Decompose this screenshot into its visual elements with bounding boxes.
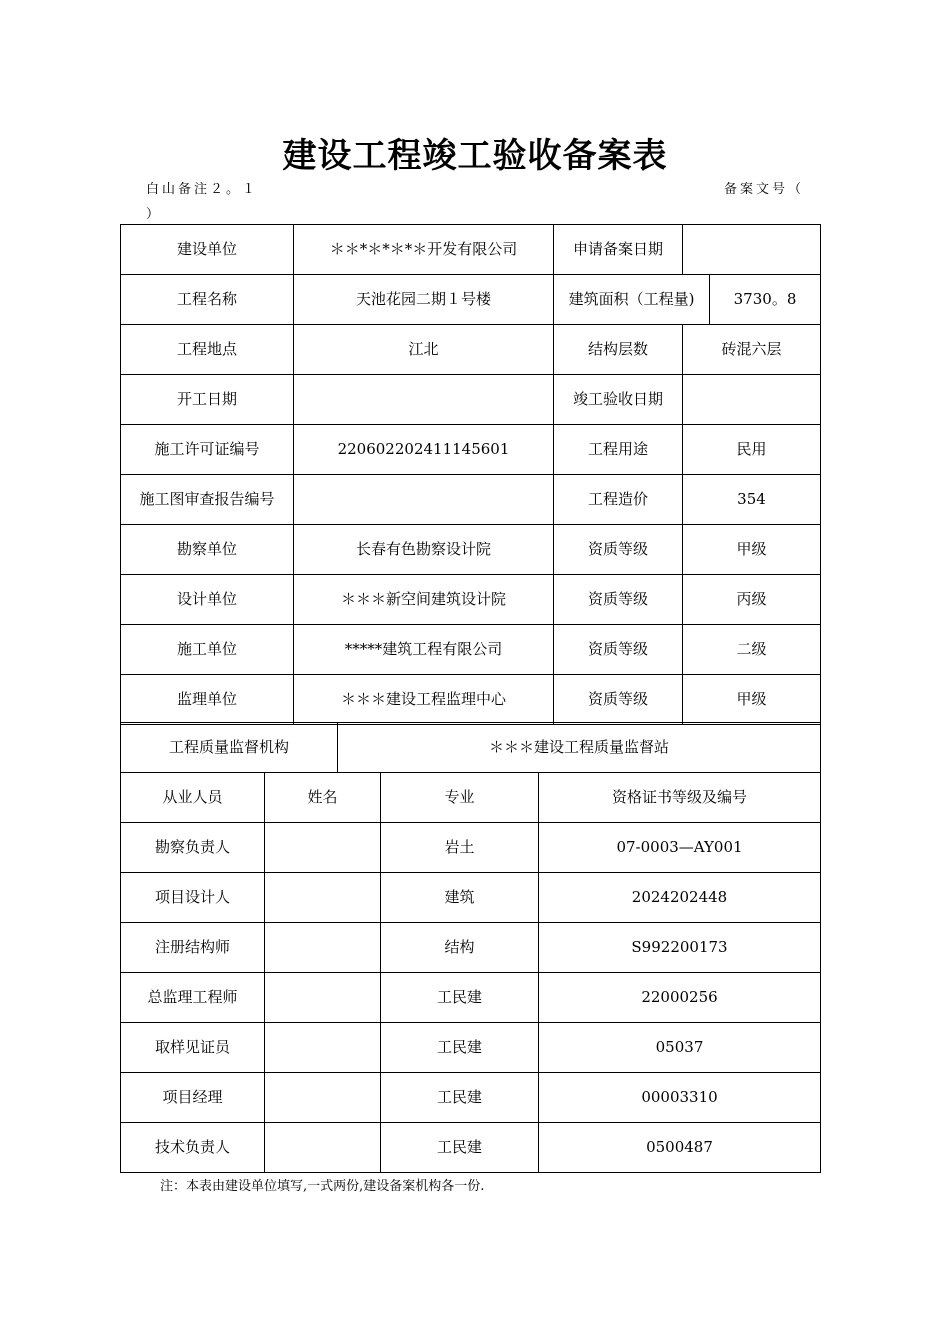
cert-cell: 22000256 [539,973,821,1023]
table-header-row [121,773,821,823]
table-row [121,973,821,1023]
name-cell [265,823,381,873]
role-cell: 项目设计人 [121,873,265,923]
table-row [121,575,821,625]
value-cell [294,475,554,525]
cert-cell: S992200173 [539,923,821,973]
label-cell: 工程名称 [121,275,294,325]
table-row [121,873,821,923]
role-cell: 取样见证员 [121,1023,265,1073]
label-cell: 资质等级 [554,675,683,725]
label-cell: 工程地点 [121,325,294,375]
column-header: 专业 [381,773,539,823]
cert-cell: 07-0003—AY001 [539,823,821,873]
role-cell: 项目经理 [121,1073,265,1123]
name-cell [265,1123,381,1173]
remark-label: 白山备注２。１ [146,182,259,197]
column-header: 姓名 [265,773,381,823]
value-cell: 甲级 [683,675,821,725]
name-cell [265,1023,381,1073]
label-cell: 建设单位 [121,225,294,275]
value-cell: 天池花园二期１号楼 [294,275,554,325]
value-cell: 砖混六层 [683,325,821,375]
area-split [554,275,820,324]
cert-cell: 2024202448 [539,873,821,923]
label-cell: 开工日期 [121,375,294,425]
personnel-table [120,772,821,1173]
table-row [121,1023,821,1073]
label-cell: 资质等级 [554,575,683,625]
role-cell: 总监理工程师 [121,973,265,1023]
major-cell: 工民建 [381,973,539,1023]
value-cell [683,225,821,275]
table-row [121,375,821,425]
value-cell: 丙级 [683,575,821,625]
major-cell: 建筑 [381,873,539,923]
value-cell [294,375,554,425]
column-header: 资格证书等级及编号 [539,773,821,823]
label-cell: 工程用途 [554,425,683,475]
label-cell: 设计单位 [121,575,294,625]
cert-cell: 0500487 [539,1123,821,1173]
label-cell: 工程造价 [554,475,683,525]
table-row [121,225,821,275]
name-cell [265,1073,381,1123]
role-cell: 注册结构师 [121,923,265,973]
filing-number-label: 备案文号（ [724,182,805,197]
value-cell: 3730。8 [733,290,797,308]
value-cell: 354 [683,475,821,525]
cert-cell: 05037 [539,1023,821,1073]
name-cell [265,873,381,923]
project-info-table [120,224,821,725]
table-row [121,425,821,475]
table-row [121,823,821,873]
label-cell: 勘察单位 [121,525,294,575]
role-cell: 技术负责人 [121,1123,265,1173]
footnote: 注：本表由建设单位填写,一式两份,建设备案机构各一份. [160,1179,485,1194]
value-cell: *****建筑工程有限公司 [294,625,554,675]
label-cell: 施工单位 [121,625,294,675]
name-cell [265,973,381,1023]
supervision-value: ＊＊＊建设工程质量监督站 [338,723,821,773]
value-cell [683,375,821,425]
value-cell: 220602202411145601 [294,425,554,475]
value-cell: 民用 [683,425,821,475]
table-row [121,525,821,575]
label-cell: 施工图审查报告编号 [121,475,294,525]
table-row [121,325,821,375]
table-row [121,1073,821,1123]
role-cell: 勘察负责人 [121,823,265,873]
supervision-table [120,722,821,773]
value-cell: 甲级 [683,525,821,575]
label-cell: 监理单位 [121,675,294,725]
table-row [121,1123,821,1173]
name-cell [265,923,381,973]
table-row [121,275,821,325]
value-cell: ＊＊＊新空间建筑设计院 [294,575,554,625]
filing-number-close: ） [146,207,160,222]
label-cell: 施工许可证编号 [121,425,294,475]
area-cell-group [554,275,821,325]
label-cell: 资质等级 [554,625,683,675]
value-cell: 二级 [683,625,821,675]
table-row [121,723,821,773]
value-cell: ＊＊*＊*＊*＊开发有限公司 [294,225,554,275]
value-cell: ＊＊＊建设工程监理中心 [294,675,554,725]
major-cell: 工民建 [381,1023,539,1073]
supervision-label: 工程质量监督机构 [121,723,338,773]
label-cell: 申请备案日期 [554,225,683,275]
label-cell: 竣工验收日期 [554,375,683,425]
major-cell: 结构 [381,923,539,973]
label-cell: 结构层数 [554,325,683,375]
major-cell: 工民建 [381,1123,539,1173]
column-header: 从业人员 [121,773,265,823]
table-row [121,625,821,675]
cert-cell: 00003310 [539,1073,821,1123]
value-cell: 江北 [294,325,554,375]
label-cell: 建筑面积（工程量) [554,275,710,324]
major-cell: 工民建 [381,1073,539,1123]
value-cell: 长春有色勘察设计院 [294,525,554,575]
table-row [121,923,821,973]
table-row [121,475,821,525]
label-cell: 资质等级 [554,525,683,575]
page-title: 建设工程竣工验收备案表 [282,136,668,176]
major-cell: 岩土 [381,823,539,873]
table-row [121,675,821,725]
